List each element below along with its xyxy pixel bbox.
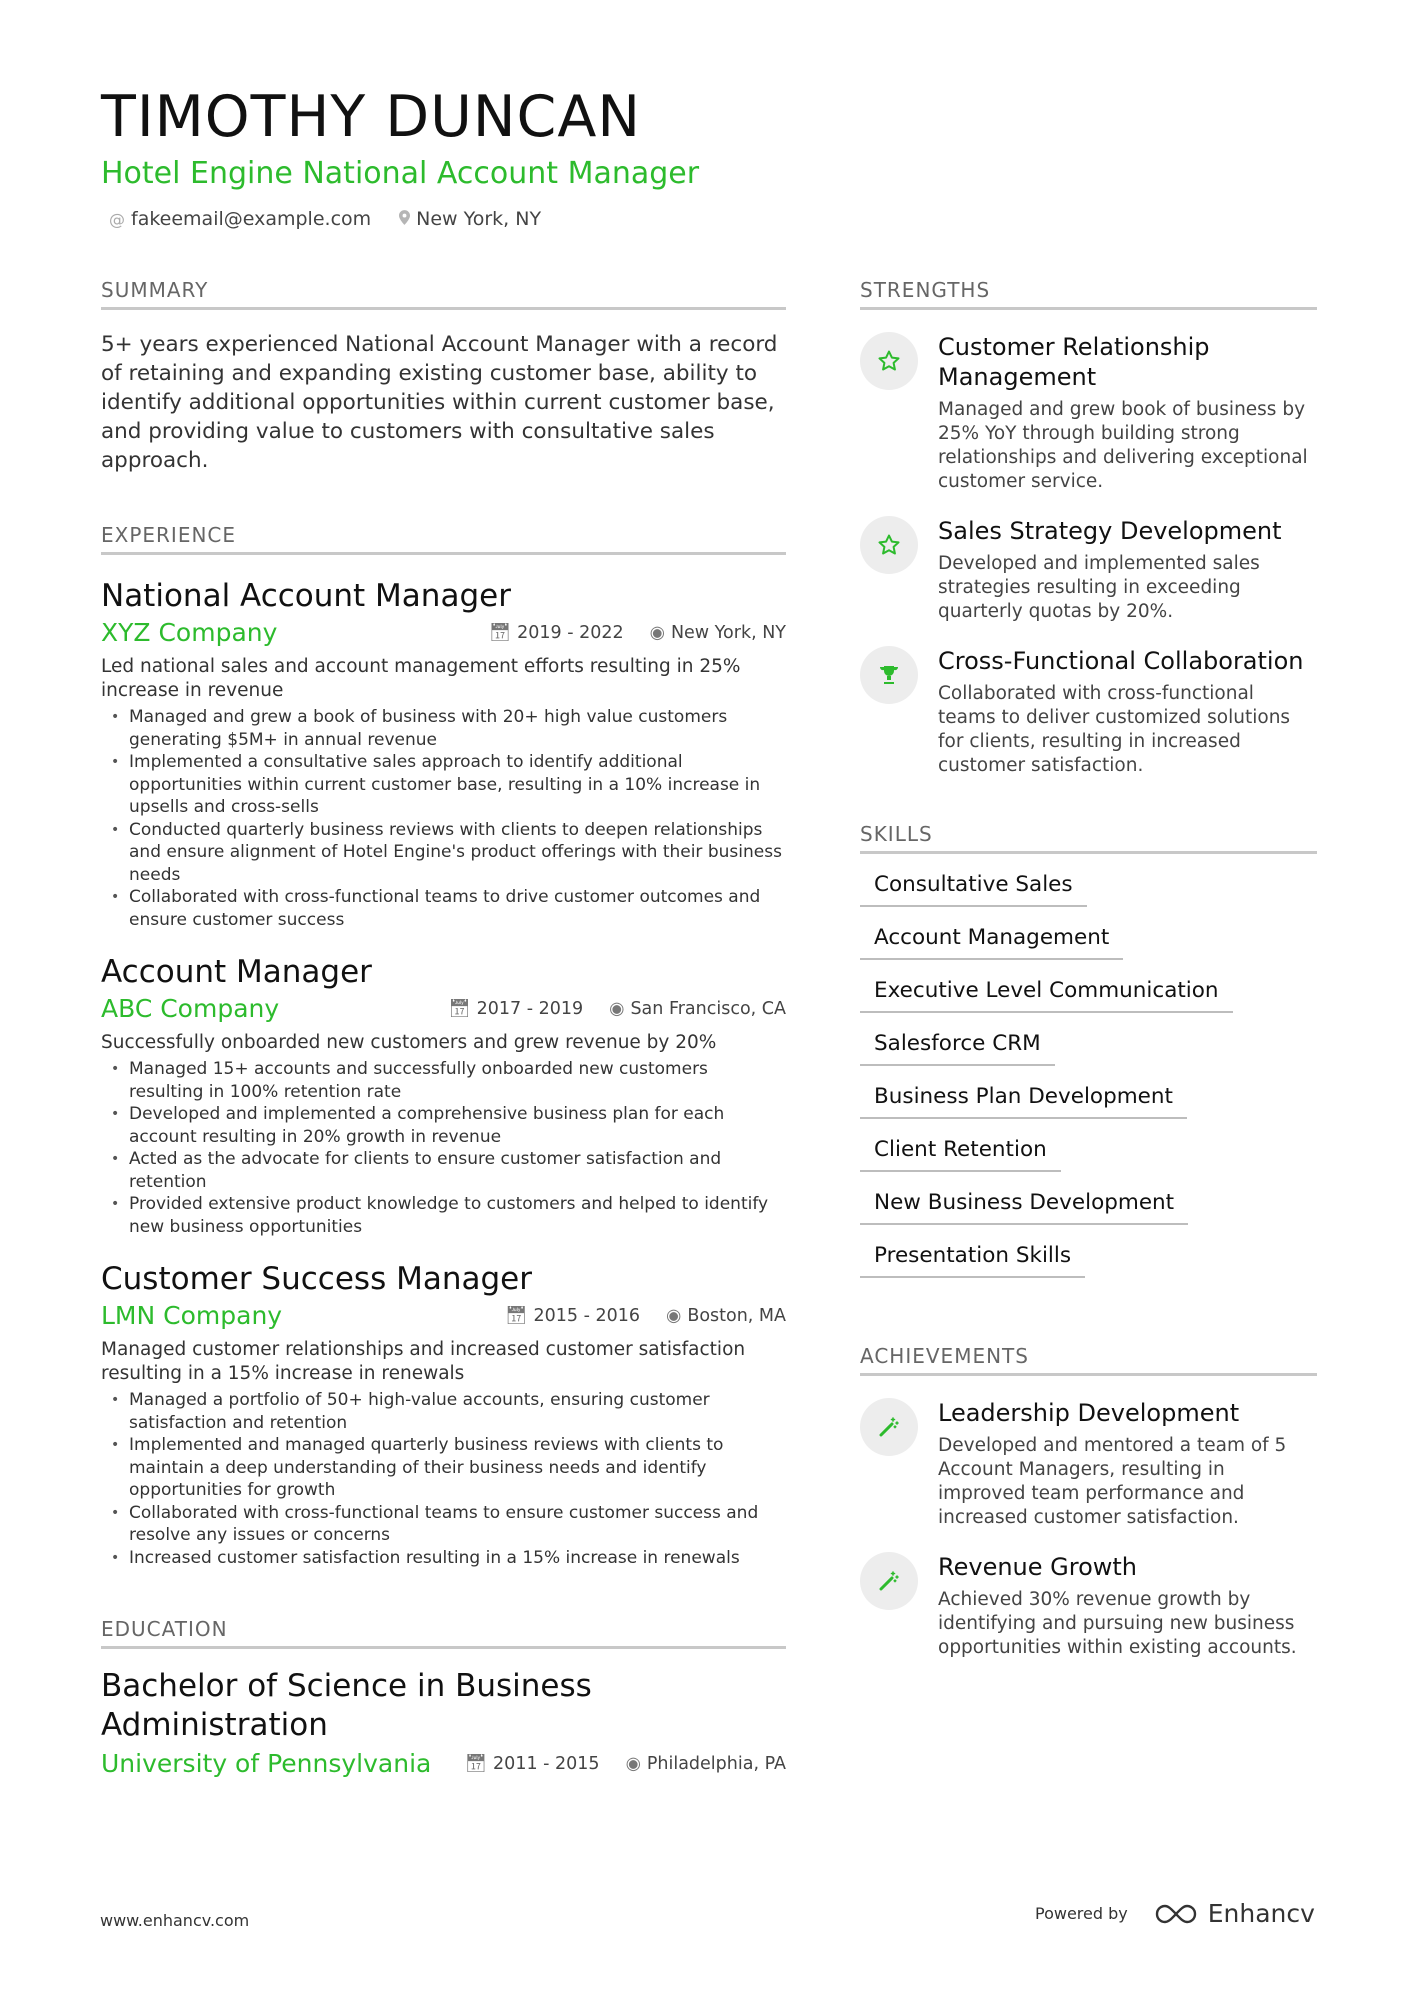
job-entry	[101, 1260, 786, 1569]
bullet-item: • Increased customer satisfaction resulting in a 15% increase in renewals	[101, 1547, 786, 1570]
job-location	[650, 623, 786, 643]
summary-section	[101, 278, 786, 475]
item-description: Managed and grew book of business by 25% YoY through building strong relationships and delivering exceptional customer service.	[938, 399, 1308, 492]
map-pin-icon: ◉	[609, 998, 625, 1019]
education-row	[101, 1749, 786, 1778]
job-bullets	[101, 1058, 786, 1238]
item-title: Customer Relationship Management	[938, 333, 1210, 391]
job-description: Led national sales and account management efforts resulting in 25% increase in revenue	[101, 656, 741, 701]
section-title: ACHIEVEMENTS	[860, 1344, 1317, 1376]
strength-item	[860, 646, 1317, 778]
job-dates	[448, 999, 583, 1019]
candidate-role: Hotel Engine National Account Manager	[101, 156, 700, 191]
enhancv-logo[interactable]	[1154, 1899, 1315, 1928]
left-column	[101, 278, 786, 1778]
enhancv-logo-text: Enhancv	[1207, 1899, 1315, 1928]
job-dates	[489, 623, 624, 643]
item-description: Achieved 30% revenue growth by identifying and pursuing new business opportunities within existing accounts.	[938, 1589, 1297, 1658]
item-title: Sales Strategy Development	[938, 517, 1282, 545]
at-icon: @	[109, 209, 125, 229]
calendar-icon: 📅︎	[505, 1305, 528, 1326]
skill-tag: Client Retention	[860, 1137, 1061, 1172]
job-location-text: Boston, MA	[687, 1305, 786, 1326]
candidate-name: TIMOTHY DUNCAN	[101, 84, 641, 150]
company-name: XYZ Company	[101, 618, 278, 647]
calendar-icon: 📅︎	[488, 622, 512, 643]
star-icon	[860, 332, 918, 390]
achievements-section	[860, 1344, 1317, 1660]
job-location-text: San Francisco, CA	[630, 998, 786, 1019]
bullet-item: • Managed a portfolio of 50+ high-value accounts, ensuring customer satisfaction and retention	[101, 1389, 786, 1434]
powered-by-label: Powered by	[1035, 1904, 1128, 1923]
map-pin-icon	[399, 210, 410, 229]
skills-section	[860, 822, 1317, 1296]
job-dates-text: 2019 - 2022	[517, 622, 624, 643]
achievement-item	[860, 1552, 1317, 1660]
strength-item	[860, 516, 1317, 624]
trophy-icon	[860, 646, 918, 704]
footer-brand	[1035, 1899, 1315, 1928]
company-name: LMN Company	[101, 1301, 283, 1330]
job-bullets	[101, 706, 786, 931]
job-row	[101, 1301, 786, 1330]
job-description: Successfully onboarded new customers and grew revenue by 20%	[101, 1032, 717, 1053]
job-title: Customer Success Manager	[101, 1261, 532, 1297]
summary-text: 5+ years experienced National Account Manager with a record of retaining and expanding existing customer base, ability to identify additional opportunities within current customer base, and providing value to customers with consultative sales approach.	[101, 332, 778, 473]
section-title: STRENGTHS	[860, 278, 1317, 310]
bullet-item: • Managed and grew a book of business with 20+ high value customers generating $5M+ in annual revenue	[101, 706, 786, 751]
education-meta	[465, 1754, 786, 1774]
skills-list	[860, 872, 1317, 1296]
skill-tag: Executive Level Communication	[860, 978, 1233, 1013]
job-location	[666, 1306, 786, 1326]
map-pin-icon: ◉	[625, 1753, 641, 1774]
website-link[interactable]: www.enhancv.com	[100, 1911, 250, 1930]
job-dates-text: 2017 - 2019	[476, 998, 584, 1019]
skill-tag: Presentation Skills	[860, 1243, 1085, 1278]
bullet-item: • Conducted quarterly business reviews with clients to deepen relationships and ensure alignment of Hotel Engine's product offerings with their business needs	[101, 819, 786, 887]
job-title: Account Manager	[101, 954, 372, 990]
location-text: New York, NY	[416, 208, 542, 230]
contact-row	[101, 208, 1301, 230]
bullet-item: • Provided extensive product knowledge to customers and helped to identify new business opportunities	[101, 1193, 786, 1238]
job-meta	[448, 999, 786, 1019]
education-section	[101, 1617, 786, 1778]
item-description: Collaborated with cross-functional teams to deliver customized solutions for clients, resulting in increased customer satisfaction.	[938, 683, 1291, 776]
job-bullets	[101, 1389, 786, 1569]
bullet-item: • Collaborated with cross-functional teams to ensure customer success and resolve any issues or concerns	[101, 1502, 786, 1547]
item-description: Developed and mentored a team of 5 Account Managers, resulting in improved team performance and increased customer satisfaction.	[938, 1435, 1287, 1528]
email-text: fakeemail@example.com	[131, 208, 372, 230]
map-pin-icon: ◉	[649, 622, 665, 643]
bullet-item: • Implemented a consultative sales approach to identify additional opportunities within current customer base, resulting in a 10% increase in upsells and cross-sells	[101, 751, 786, 819]
job-location-text: New York, NY	[670, 622, 786, 643]
email-contact[interactable]	[109, 208, 371, 230]
map-pin-icon: ◉	[666, 1305, 682, 1326]
job-row	[101, 994, 786, 1023]
job-entry	[101, 953, 786, 1238]
school-name: University of Pennsylvania	[101, 1749, 432, 1778]
item-title: Leadership Development	[938, 1399, 1240, 1427]
skill-tag: Consultative Sales	[860, 872, 1087, 907]
job-dates	[505, 1306, 640, 1326]
star-icon	[860, 516, 918, 574]
right-column	[860, 278, 1317, 1660]
job-location	[609, 999, 786, 1019]
bullet-item: • Collaborated with cross-functional teams to drive customer outcomes and ensure customer success	[101, 886, 786, 931]
achievement-item	[860, 1398, 1317, 1530]
job-description: Managed customer relationships and increased customer satisfaction resulting in a 15% increase in renewals	[101, 1339, 746, 1384]
calendar-icon: 📅︎	[464, 1753, 488, 1774]
experience-section	[101, 523, 786, 1569]
company-name: ABC Company	[101, 994, 280, 1023]
education-dates: 📅︎ 2011 - 2015	[464, 1753, 600, 1774]
magic-wand-icon	[860, 1398, 918, 1456]
skill-tag: Business Plan Development	[860, 1084, 1187, 1119]
skill-tag: New Business Development	[860, 1190, 1188, 1225]
section-title: EDUCATION	[101, 1617, 786, 1649]
calendar-icon: 📅︎	[448, 998, 471, 1019]
section-title: SKILLS	[860, 822, 1317, 854]
job-meta	[505, 1306, 786, 1326]
enhancv-logo-mark-icon	[1154, 1902, 1200, 1926]
location-contact	[399, 208, 541, 230]
resume-header	[101, 82, 1301, 230]
job-title: National Account Manager	[101, 578, 511, 614]
item-title: Revenue Growth	[938, 1553, 1138, 1581]
item-description: Developed and implemented sales strategies resulting in exceeding quarterly quotas by 20%.	[938, 553, 1260, 622]
bullet-item: • Acted as the advocate for clients to ensure customer satisfaction and retention	[101, 1148, 786, 1193]
job-entry	[101, 577, 786, 931]
job-dates-text: 2015 - 2016	[533, 1305, 641, 1326]
section-title: EXPERIENCE	[101, 523, 786, 555]
skill-tag: Salesforce CRM	[860, 1031, 1055, 1066]
education-location: ◉ Philadelphia, PA	[625, 1753, 786, 1774]
strength-item	[860, 332, 1317, 494]
section-title: SUMMARY	[101, 278, 786, 310]
job-meta	[489, 623, 786, 643]
degree-title: Bachelor of Science in Business Administration	[101, 1668, 592, 1743]
strengths-section	[860, 278, 1317, 778]
magic-wand-icon	[860, 1552, 918, 1610]
bullet-item: • Implemented and managed quarterly business reviews with clients to maintain a deep understanding of their business needs and identify opportunities for growth	[101, 1434, 786, 1502]
item-title: Cross-Functional Collaboration	[938, 647, 1304, 675]
skill-tag: Account Management	[860, 925, 1123, 960]
bullet-item: • Developed and implemented a comprehensive business plan for each account resulting in 20% growth in revenue	[101, 1103, 786, 1148]
bullet-item: • Managed 15+ accounts and successfully onboarded new customers resulting in 100% retention rate	[101, 1058, 786, 1103]
job-row	[101, 618, 786, 647]
